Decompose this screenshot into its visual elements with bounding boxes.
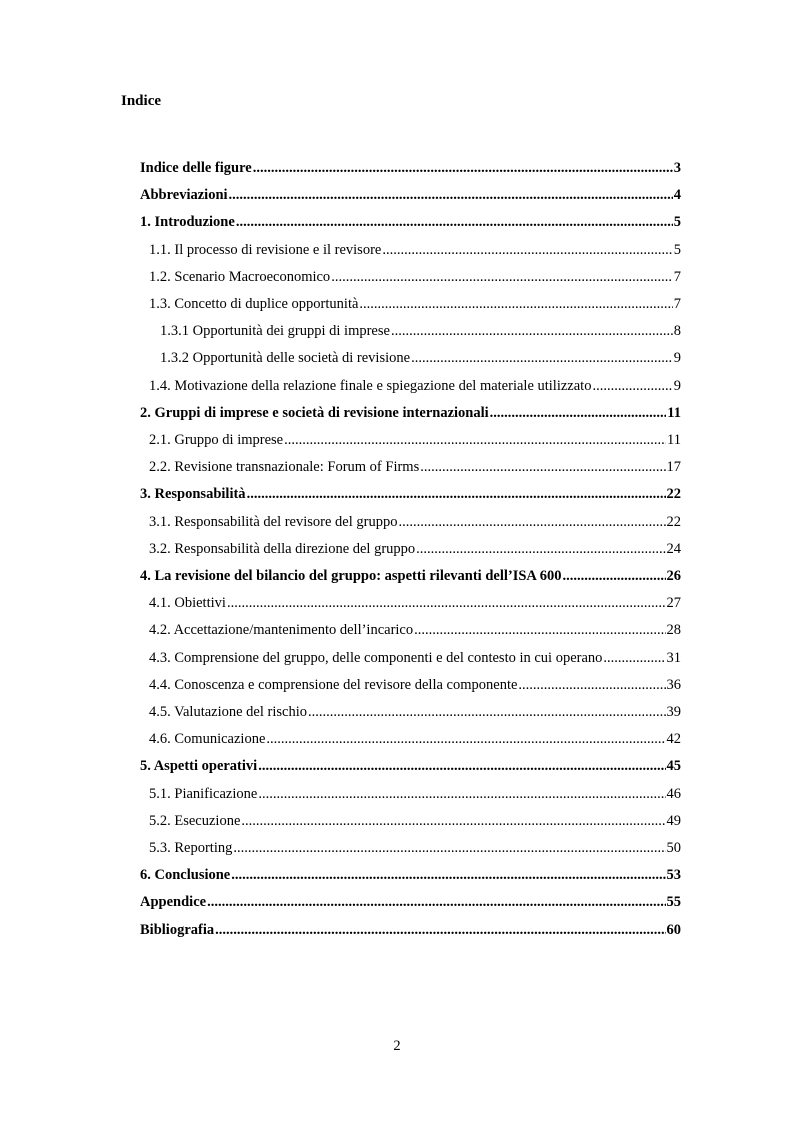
toc-leader-dots bbox=[490, 405, 667, 422]
toc-entry-page: 9 bbox=[673, 377, 681, 394]
toc-entry-label: 1.2. Scenario Macroeconomico bbox=[149, 268, 331, 285]
toc-entry-label: Abbreviazioni bbox=[140, 187, 228, 204]
toc-entry-label: Appendice bbox=[140, 894, 207, 911]
toc-entry-page: 17 bbox=[666, 459, 681, 476]
toc-entry-page: 45 bbox=[666, 758, 681, 775]
toc-entry-label: 1. Introduzione bbox=[140, 214, 235, 231]
toc-entry-page: 11 bbox=[667, 404, 681, 421]
toc-entry[interactable] bbox=[0, 258, 794, 286]
toc-entry-label: 5. Aspetti operativi bbox=[140, 758, 258, 775]
toc-entry[interactable] bbox=[0, 312, 794, 340]
toc-leader-dots bbox=[233, 840, 665, 857]
toc-entry-label: 5.1. Pianificazione bbox=[149, 785, 258, 802]
toc-leader-dots bbox=[391, 323, 673, 340]
toc-entry[interactable] bbox=[0, 339, 794, 367]
toc-leader-dots bbox=[266, 731, 665, 748]
toc-entry-label: Bibliografia bbox=[140, 921, 215, 938]
toc-entry-page: 42 bbox=[666, 731, 681, 748]
toc-entry[interactable] bbox=[0, 203, 794, 231]
toc-leader-dots bbox=[359, 296, 672, 313]
toc-entry[interactable] bbox=[0, 883, 794, 911]
toc-entry-page: 28 bbox=[666, 622, 681, 639]
toc-entry-page: 8 bbox=[673, 323, 681, 340]
toc-entry-label: 4.2. Accettazione/mantenimento dell’incarico bbox=[149, 622, 414, 639]
toc-leader-dots bbox=[398, 514, 665, 531]
toc-entry-label: Indice delle figure bbox=[140, 160, 252, 176]
toc-entry-label: 2.1. Gruppo di imprese bbox=[149, 432, 284, 448]
toc-entry[interactable] bbox=[0, 829, 794, 857]
toc-entry-page: 22 bbox=[666, 486, 681, 503]
toc-leader-dots bbox=[414, 622, 665, 639]
toc-entry[interactable] bbox=[0, 775, 794, 803]
toc-entry-label: 1.1. Il processo di revisione e il revisore bbox=[149, 241, 382, 258]
toc-entry-page: 26 bbox=[666, 568, 681, 584]
toc-entry[interactable] bbox=[0, 475, 794, 503]
toc-entry-label: 3.1. Responsabilità del revisore del gruppo bbox=[149, 513, 398, 530]
toc-leader-dots bbox=[215, 922, 665, 939]
toc-entry[interactable] bbox=[0, 611, 794, 639]
toc-leader-dots bbox=[231, 867, 665, 884]
toc-entry-label: 4.3. Comprensione del gruppo, delle componenti e del contesto in cui operano bbox=[149, 649, 603, 666]
toc-entry-label: 1.4. Motivazione della relazione finale e spiegazione del materiale utilizzato bbox=[149, 377, 592, 394]
toc-leader-dots bbox=[227, 595, 666, 612]
toc-entry-label: 1.3. Concetto di duplice opportunità bbox=[149, 296, 359, 312]
toc-leader-dots bbox=[416, 541, 665, 558]
toc-entry-page: 31 bbox=[666, 649, 681, 666]
toc-entry[interactable] bbox=[0, 503, 794, 531]
toc-entry[interactable] bbox=[0, 911, 794, 939]
page-title: Indice bbox=[121, 93, 162, 109]
toc-entry[interactable] bbox=[0, 448, 794, 476]
toc-entry[interactable] bbox=[0, 720, 794, 748]
toc-entry-page: 50 bbox=[666, 840, 681, 856]
toc-entry-page: 7 bbox=[673, 268, 681, 285]
toc-entry-label: 3. Responsabilità bbox=[140, 486, 246, 503]
toc-entry-page: 27 bbox=[666, 595, 681, 612]
toc-entry-label: 4.6. Comunicazione bbox=[149, 731, 266, 748]
toc-entry[interactable] bbox=[0, 231, 794, 259]
toc-leader-dots bbox=[229, 187, 673, 204]
toc-entry-label: 1.3.2 Opportunità delle società di revisione bbox=[160, 350, 411, 367]
toc-leader-dots bbox=[236, 214, 673, 231]
toc-entry[interactable] bbox=[0, 394, 794, 422]
toc-entry-label: 5.2. Esecuzione bbox=[149, 812, 241, 829]
toc-leader-dots bbox=[253, 160, 673, 177]
toc-entry[interactable] bbox=[0, 557, 794, 585]
toc-entry-label: 4.4. Conoscenza e comprensione del revisore della componente bbox=[149, 676, 518, 693]
toc-entry-label: 1.3.1 Opportunità dei gruppi di imprese bbox=[160, 323, 390, 340]
toc-entry-page: 9 bbox=[673, 350, 681, 367]
toc-entry[interactable] bbox=[0, 584, 794, 612]
toc-entry[interactable] bbox=[0, 666, 794, 694]
toc-entry[interactable] bbox=[0, 802, 794, 830]
toc-entry[interactable] bbox=[0, 176, 794, 204]
toc-entry-label: 6. Conclusione bbox=[140, 867, 231, 884]
toc-leader-dots bbox=[284, 432, 666, 449]
toc-entry-page: 49 bbox=[666, 812, 681, 829]
toc-entry-page: 11 bbox=[667, 432, 681, 448]
toc-entry-page: 46 bbox=[666, 785, 681, 802]
toc-entry-page: 60 bbox=[666, 921, 681, 938]
toc-entry-page: 4 bbox=[673, 187, 681, 204]
toc-entry-label: 3.2. Responsabilità della direzione del gruppo bbox=[149, 540, 416, 557]
toc-entry-label: 4.1. Obiettivi bbox=[149, 595, 226, 612]
toc-entry-label: 5.3. Reporting bbox=[149, 840, 233, 856]
toc-entry-page: 53 bbox=[666, 867, 681, 884]
toc-leader-dots bbox=[382, 242, 672, 259]
toc-entry-page: 24 bbox=[666, 540, 681, 557]
toc-entry-page: 36 bbox=[666, 676, 681, 693]
toc-entry-page: 55 bbox=[666, 894, 681, 911]
toc-entry-label: 2. Gruppi di imprese e società di revisione internazionali bbox=[140, 404, 489, 421]
toc-leader-dots bbox=[258, 758, 665, 775]
toc-leader-dots bbox=[258, 786, 665, 803]
toc-entry[interactable] bbox=[0, 421, 794, 449]
toc-entry[interactable] bbox=[0, 747, 794, 775]
toc-leader-dots bbox=[241, 813, 665, 830]
toc-entry[interactable] bbox=[0, 639, 794, 667]
toc-leader-dots bbox=[420, 459, 665, 476]
toc-leader-dots bbox=[592, 378, 672, 395]
toc-leader-dots bbox=[411, 350, 673, 367]
toc-leader-dots bbox=[308, 704, 666, 721]
toc-leader-dots bbox=[207, 894, 665, 911]
toc-entry[interactable] bbox=[0, 530, 794, 558]
toc-leader-dots bbox=[247, 486, 666, 503]
toc-leader-dots bbox=[518, 677, 665, 694]
toc-entry[interactable] bbox=[0, 285, 794, 313]
toc-entry[interactable] bbox=[0, 149, 794, 177]
toc-leader-dots bbox=[603, 650, 665, 667]
toc-entry-page: 5 bbox=[673, 214, 681, 231]
page-number: 2 bbox=[393, 1038, 401, 1054]
toc-entry-page: 5 bbox=[673, 241, 681, 258]
toc-entry[interactable] bbox=[0, 693, 794, 721]
toc-entry-label: 2.2. Revisione transnazionale: Forum of Firms bbox=[149, 459, 420, 476]
toc-entry-page: 3 bbox=[673, 160, 681, 176]
toc-entry[interactable] bbox=[0, 367, 794, 395]
toc-leader-dots bbox=[331, 269, 673, 286]
toc-entry-page: 22 bbox=[666, 513, 681, 530]
toc-entry[interactable] bbox=[0, 856, 794, 884]
toc-leader-dots bbox=[562, 568, 665, 585]
toc-entry-page: 7 bbox=[673, 296, 681, 312]
toc-entry-page: 39 bbox=[666, 704, 681, 720]
toc-entry-label: 4.5. Valutazione del rischio bbox=[149, 704, 307, 720]
toc-entry-label: 4. La revisione del bilancio del gruppo: aspetti rilevanti dell’ISA 600 bbox=[140, 568, 562, 584]
